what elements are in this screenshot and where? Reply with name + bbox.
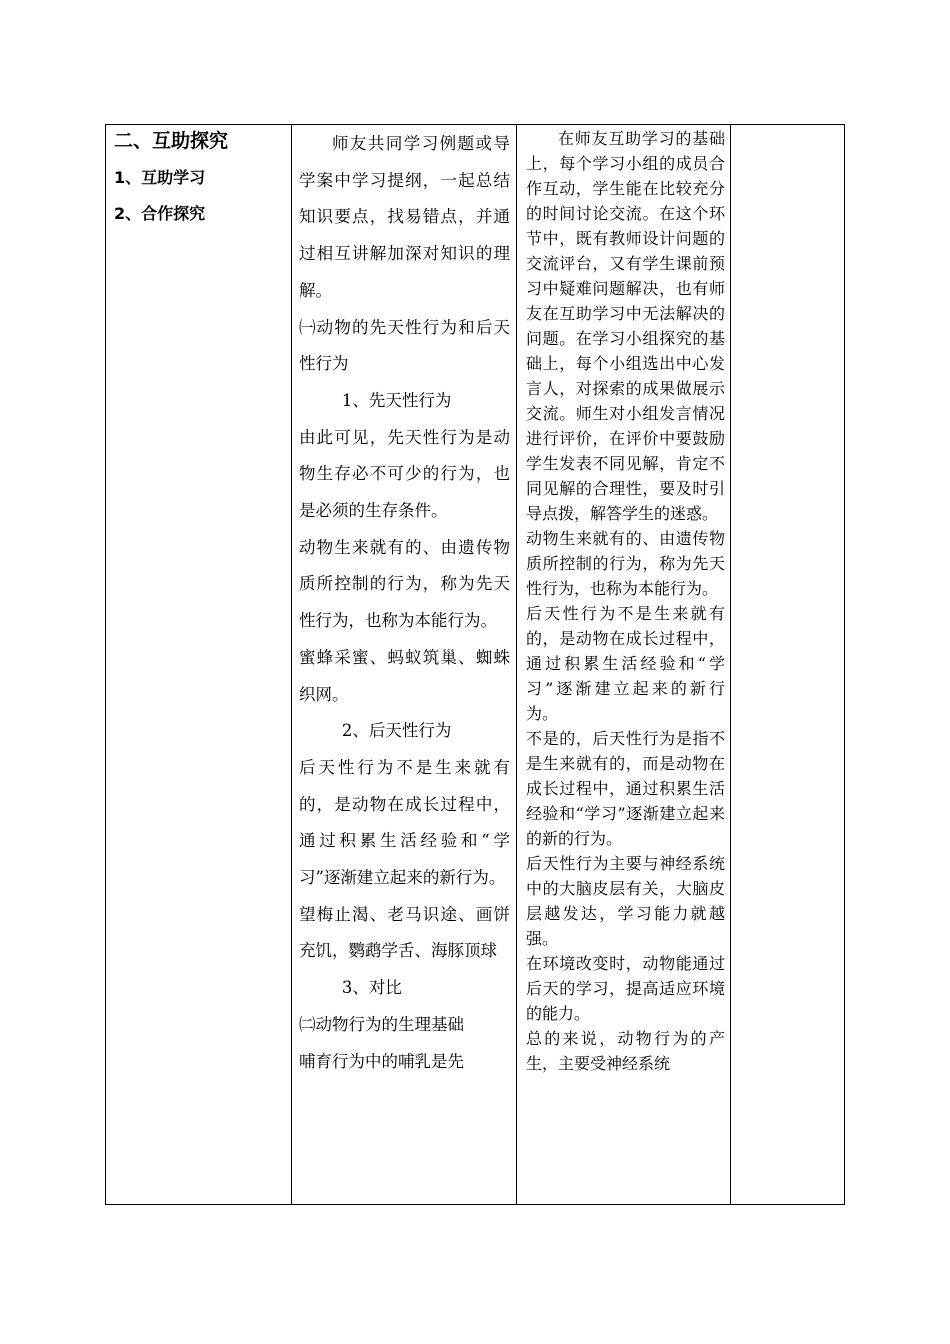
stage-item-cooperative-inquiry: 2、合作探究 <box>114 204 206 223</box>
notes-column <box>731 125 844 1204</box>
stage-item-mutual-learning: 1、互助学习 <box>114 168 206 187</box>
activity-paragraph: 总的来说，动物行为的产生，主要受神经系统 <box>526 1029 725 1073</box>
stage-column <box>106 125 292 1204</box>
content-paragraph: 动物生来就有的、由遗传物质所控制的行为，称为先天性行为，也称为本能行为。 <box>299 537 510 631</box>
content-paragraph: 师友共同学习例题或导学案中学习提纲，一起总结知识要点，找易错点，并通过相互讲解加深对知识的理解。 <box>299 134 510 300</box>
content-paragraph: 蜜蜂采蜜、蚂蚁筑巢、蜘蛛织网。 <box>299 647 510 704</box>
content-subheading: 3、对比 <box>341 978 402 998</box>
content-column <box>292 125 517 1204</box>
activity-paragraph: 不是的，后天性行为是指不是生来就有的，而是动物在成长过程中，通过积累生活经验和“学习”逐渐建立起来的新的行为。 <box>526 729 725 848</box>
section-heading: 二、互助探究 <box>114 130 229 152</box>
content-subheading: ㈠动物的先天性行为和后天性行为 <box>299 317 510 374</box>
content-paragraph: 后天性行为不是生来就有的，是动物在成长过程中，通过积累生活经验和“学习”逐渐建立起来的新行为。 <box>299 757 510 888</box>
content-paragraph: 望梅止渴、老马识途、画饼充饥，鹦鹉学舌、海豚顶球 <box>299 904 510 961</box>
content-subheading: 1、先天性行为 <box>341 390 452 410</box>
activity-paragraph: 在师友互助学习的基础上，每个学习小组的成员合作互动，学生能在比较充分的时间讨论交流。在这个环节中，既有教师设计问题的交流评台，又有学生课前预习中疑难问题解决，也有师友在互助学习中无法解决的问题。在学习小组探究的基础上，每个小组选出中心发言人，对探索的成果做展示交流。师生对小组发言情况进行评价，在评价中要鼓励学生发表不同见解，肯定不同见解的合理性，要及时引导点拨，解答学生的迷惑。 <box>526 129 725 523</box>
content-paragraph: 哺育行为中的哺乳是先 <box>299 1051 464 1071</box>
content-paragraph: 由此可见，先天性行为是动物生存必不可少的行为，也是必须的生存条件。 <box>299 427 510 521</box>
activity-paragraph: 后天性行为不是生来就有的，是动物在成长过程中，通过积累生活经验和“学习”逐渐建立起来的新行为。 <box>526 604 725 723</box>
lesson-table <box>105 124 845 1205</box>
activity-paragraph: 在环境改变时，动物能通过后天的学习，提高适应环境的能力。 <box>526 954 725 1023</box>
content-subheading: ㈡动物行为的生理基础 <box>299 1014 464 1034</box>
content-subheading: 2、后天性行为 <box>341 721 452 741</box>
student-activity-column <box>517 125 731 1204</box>
activity-paragraph: 动物生来就有的、由遗传物质所控制的行为，称为先天性行为，也称为本能行为。 <box>526 529 725 598</box>
activity-paragraph: 后天性行为主要与神经系统中的大脑皮层有关，大脑皮层越发达，学习能力就越强。 <box>526 854 725 948</box>
